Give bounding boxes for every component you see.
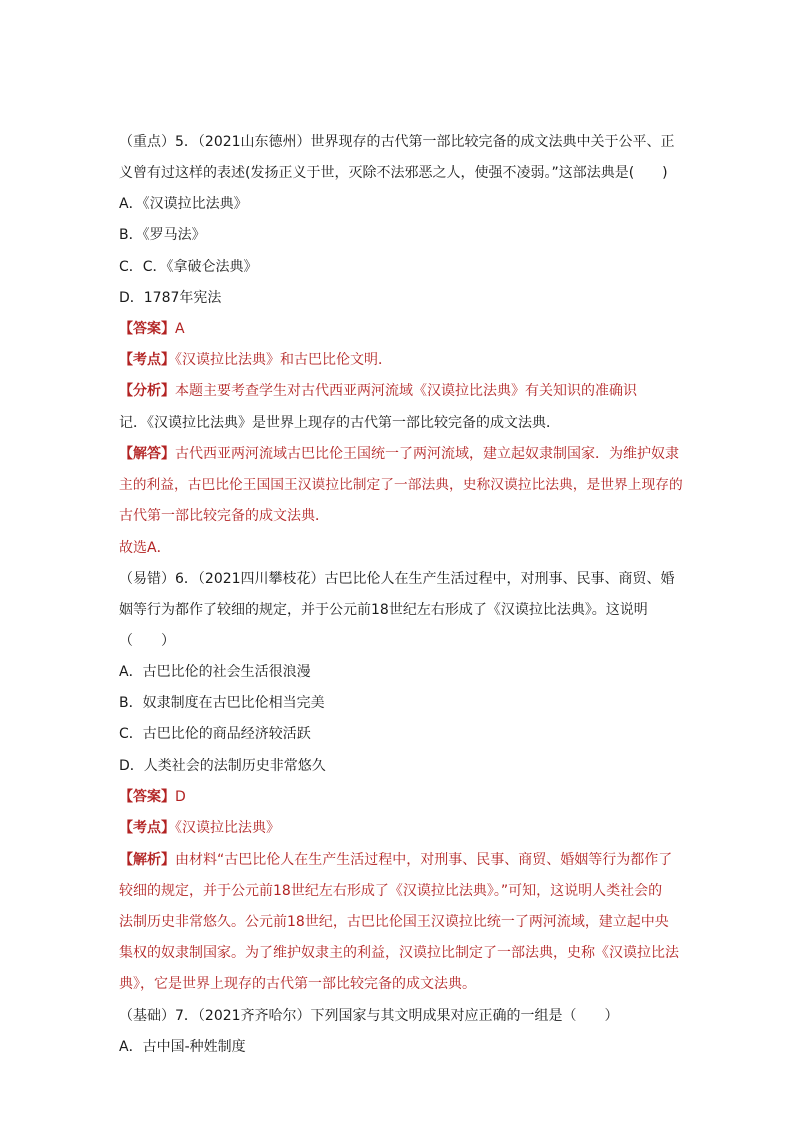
explain-text: 由材料“古巴比伦人在生产生活过程中，对刑事、民事、商贸、婚姻等行为都作了 (175, 852, 673, 868)
q5-solution-line-1 (119, 445, 679, 463)
answer-value: D (175, 789, 186, 805)
q6-explain-line-4: 集权的奴隶制国家。为了维护奴隶主的利益，汉谟拉比制定了一部法典，史称《汉谟拉比法 (119, 945, 679, 961)
q5-analysis-line-2: 记．《汉谟拉比法典》是世界上现存的古代第一部比较完备的成文法典． (119, 415, 560, 431)
q5-option-c: C．C．《拿破仑法典》 (119, 259, 258, 275)
point-text: 《汉谟拉比法典》和古巴比伦文明． (175, 352, 392, 368)
q6-point (119, 819, 280, 837)
q5-stem-line-2: 义曾有过这样的表述(发扬正义于世，灭除不法邪恶之人，使强不凌弱。”这部法典是( ) (119, 165, 668, 181)
point-tag: 【考点】 (119, 820, 175, 836)
q5-answer (119, 320, 185, 338)
solution-text: 古代西亚两河流域古巴比伦王国统一了两河流域，建立起奴隶制国家．为维护奴隶 (175, 446, 679, 462)
point-tag: 【考点】 (119, 352, 175, 368)
answer-tag: 【答案】 (119, 321, 175, 337)
point-text: 《汉谟拉比法典》 (175, 820, 280, 836)
q6-explain-line-2: 较细的规定，并于公元前18世纪左右形成了《汉谟拉比法典》。”可知，这说明人类社会的 (119, 883, 663, 899)
q5-option-d: D．1787年宪法 (119, 290, 222, 306)
q6-answer (119, 788, 186, 806)
q5-option-a: A．《汉谟拉比法典》 (119, 196, 248, 212)
q6-option-c: C．古巴比伦的商品经济较活跃 (119, 726, 311, 742)
q5-point (119, 351, 392, 369)
q6-explain-line-1 (119, 851, 672, 869)
q7-option-a: A．古中国-种姓制度 (119, 1039, 246, 1055)
analysis-text: 本题主要考查学生对古代西亚两河流域《汉谟拉比法典》有关知识的准确识 (175, 383, 637, 399)
solution-tag: 【解答】 (119, 446, 175, 462)
q5-solution-line-3: 古代第一部比较完备的成文法典． (119, 508, 329, 524)
q7-stem-line-1: （基础）7．（2021齐齐哈尔）下列国家与其文明成果对应正确的一组是（ ） (119, 1008, 619, 1024)
q6-stem-line-3: （ ） (119, 633, 175, 649)
q5-stem-line-1: （重点）5．（2021山东德州）世界现存的古代第一部比较完备的成文法典中关于公平、正 (119, 134, 675, 150)
analysis-tag: 【分析】 (119, 383, 175, 399)
q6-option-a: A．古巴比伦的社会生活很浪漫 (119, 664, 311, 680)
q5-conclusion: 故选A． (119, 540, 171, 556)
q6-option-b: B．奴隶制度在古巴比伦相当完美 (119, 695, 325, 711)
q5-option-b: B．《罗马法》 (119, 227, 206, 243)
explain-tag: 【解析】 (119, 852, 175, 868)
q5-analysis-line-1 (119, 382, 637, 400)
answer-value: A (175, 321, 185, 337)
q6-option-d: D．人类社会的法制历史非常悠久 (119, 758, 326, 774)
q6-stem-line-1: （易错）6．（2021四川攀枝花）古巴比伦人在生产生活过程中，对刑事、民事、商贸、婚 (119, 571, 675, 587)
q6-stem-line-2: 姻等行为都作了较细的规定，并于公元前18世纪左右形成了《汉谟拉比法典》。这说明 (119, 602, 648, 618)
q5-solution-line-2: 主的利益，古巴比伦王国国王汉谟拉比制定了一部法典，史称汉谟拉比法典，是世界上现存的 (119, 477, 683, 493)
q6-explain-line-3: 法制历史非常悠久。公元前18世纪，古巴比伦国王汉谟拉比统一了两河流域，建立起中央 (119, 914, 669, 930)
q6-explain-line-5: 典》，它是世界上现存的古代第一部比较完备的成文法典。 (119, 976, 476, 992)
answer-tag: 【答案】 (119, 789, 175, 805)
